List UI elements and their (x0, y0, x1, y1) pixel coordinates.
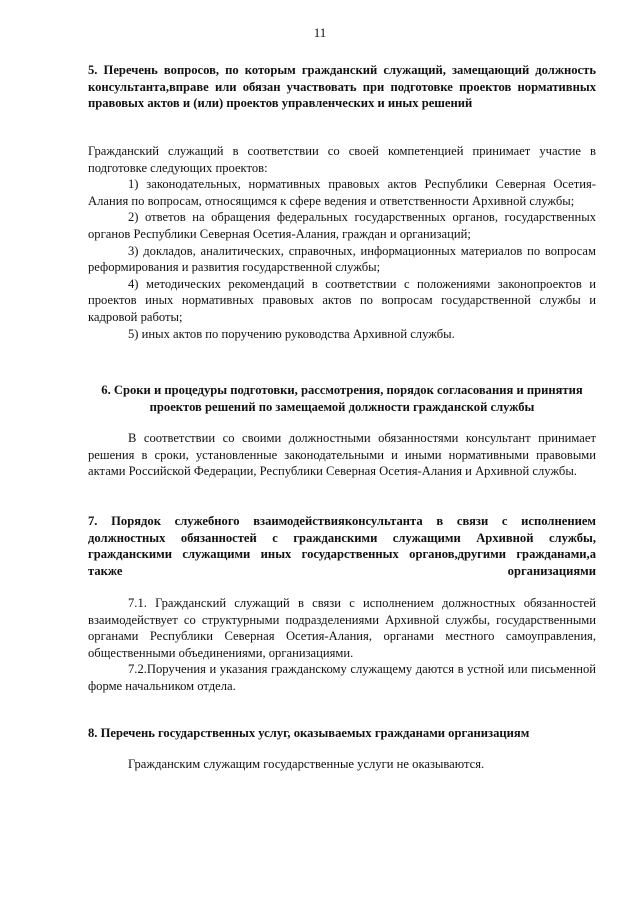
page-number: 11 (313, 25, 327, 40)
section-6-heading: 6. Сроки и процедуры подготовки, рассмотрения, порядок согласования и принятия проектов решений по замещаемой должности гражданской службы (101, 383, 583, 414)
section-5-item-1: 1) законодательных, нормативных правовых актов Республики Северная Осетия-Алания по вопросам, относящимся к сфере ведения и ответственности Архивной службы; (88, 177, 596, 208)
section-7-body (88, 595, 596, 695)
section-8-text: Гражданским служащим государственные услуги не оказываются. (128, 757, 485, 771)
section-6-text: В соответствии со своими должностными обязанностями консультант принимает решения в сроки, установленные законодательными и иными нормативными правовыми актами Российской Федерации, Республики Северная Осетия-Алания и Архивной службы. (88, 431, 596, 479)
section-5-item-2: 2) ответов на обращения федеральных государственных органов, государственных органов Республики Северная Осетия-Алания, граждан и организаций; (88, 210, 596, 241)
section-7-paragraph-1: 7.1. Гражданский служащий в связи с исполнением должностных обязанностей взаимодействует со структурными подразделениями Архивной службы, государственными органами Республики Северная Осетия-Алания, органами местного самоуправления, общественными объединениями, организациями. (88, 596, 596, 660)
section-8-heading: 8. Перечень государственных услуг, оказываемых гражданами организациям (88, 726, 530, 740)
section-5-item-4: 4) методических рекомендаций в соответствии с положениями законопроектов и проектов иных нормативных правовых актов по вопросам государственной службы и кадровой работы; (88, 276, 596, 324)
section-5-item-5: 5) иных актов по поручению руководства Архивной службы. (128, 326, 455, 341)
section-7-paragraph-2: 7.2.Поручения и указания гражданскому служащему даются в устной или письменной форме начальником отдела. (88, 662, 596, 693)
section-5-heading: 5. Перечень вопросов, по которым гражданский служащий, замещающий должность консультанта,вправе или обязан участвовать при подготовке проектов нормативных правовых актов и (или) проектов управленческих и иных решений (88, 63, 596, 111)
section-5-body (88, 143, 596, 342)
section-5-item-3: 3) докладов, аналитических, справочных, информационных материалов по вопросам реформирования и развития государственной службы; (88, 243, 596, 275)
section-5-intro: Гражданский служащий в соответствии со своей компетенцией принимает участие в подготовке следующих проектов: (88, 144, 596, 175)
section-7-heading: 7. Порядок служебного взаимодействияконсультанта в связи с исполнением должностных обязанностей с гражданскими служащими Архивной службы, гражданскими служащими иных государственных органов,другими гражданами,а также организациями (88, 514, 596, 578)
